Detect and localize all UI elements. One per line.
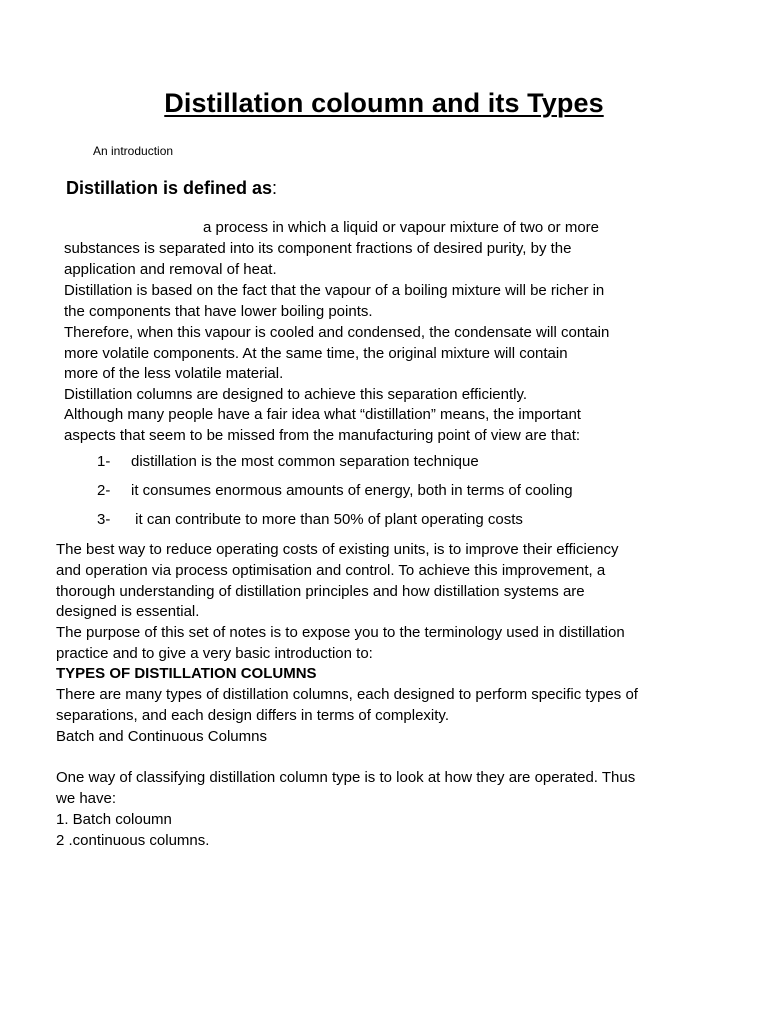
list-item-number: 3- (97, 511, 111, 528)
paragraph-line: application and removal of heat. (64, 261, 277, 278)
paragraph-line: One way of classifying distillation column type is to look at how they are operated. Thus (56, 769, 636, 786)
list-item-number: 2- (97, 482, 111, 499)
paragraph-line: practice and to give a very basic introduction to: (56, 645, 373, 662)
paragraph-line: a process in which a liquid or vapour mixture of two or more (203, 219, 600, 236)
definition-heading-colon: : (272, 178, 278, 198)
list-item-text: it consumes enormous amounts of energy, both in terms of cooling (131, 482, 573, 499)
list-item-number: 1- (97, 453, 111, 470)
paragraph-line: the components that have lower boiling points. (64, 303, 373, 320)
list-item-text: it can contribute to more than 50% of plant operating costs (131, 511, 523, 528)
paragraph-line: more volatile components. At the same time, the original mixture will contain (64, 345, 568, 362)
paragraph-line: The best way to reduce operating costs of existing units, is to improve their efficiency (56, 541, 619, 558)
definition-heading (66, 178, 277, 199)
paragraph-line: There are many types of distillation columns, each designed to perform specific types of (56, 686, 638, 703)
paragraph-line: The purpose of this set of notes is to expose you to the terminology used in distillation (56, 624, 625, 641)
paragraph-line: Although many people have a fair idea what “distillation” means, the important (64, 406, 581, 423)
paragraph-line: thorough understanding of distillation principles and how distillation systems are (56, 583, 585, 600)
paragraph-line: 2 .continuous columns. (56, 832, 210, 849)
paragraph-line: substances is separated into its component fractions of desired purity, by the (64, 240, 572, 257)
paragraph-line: Distillation is based on the fact that the vapour of a boiling mixture will be richer in (64, 282, 605, 299)
paragraph-line: and operation via process optimisation and control. To achieve this improvement, a (56, 562, 606, 579)
list-item-text: distillation is the most common separation technique (131, 453, 479, 470)
definition-heading-text: Distillation is defined as (66, 178, 273, 198)
document-title: Distillation coloumn and its Types (164, 88, 604, 118)
paragraph-line: separations, and each design differs in terms of complexity. (56, 707, 449, 724)
paragraph-line: Distillation columns are designed to achieve this separation efficiently. (64, 386, 528, 403)
section-heading: TYPES OF DISTILLATION COLUMNS (56, 665, 317, 682)
paragraph-line: designed is essential. (56, 603, 200, 620)
paragraph-line: more of the less volatile material. (64, 365, 284, 382)
paragraph-line: Therefore, when this vapour is cooled and condensed, the condensate will contain (64, 324, 610, 341)
document-subtitle: An introduction (93, 144, 174, 158)
paragraph-line: we have: (56, 790, 117, 807)
paragraph-line: Batch and Continuous Columns (56, 728, 267, 745)
paragraph-line: aspects that seem to be missed from the manufacturing point of view are that: (64, 427, 581, 444)
paragraph-line: 1. Batch coloumn (56, 811, 172, 828)
